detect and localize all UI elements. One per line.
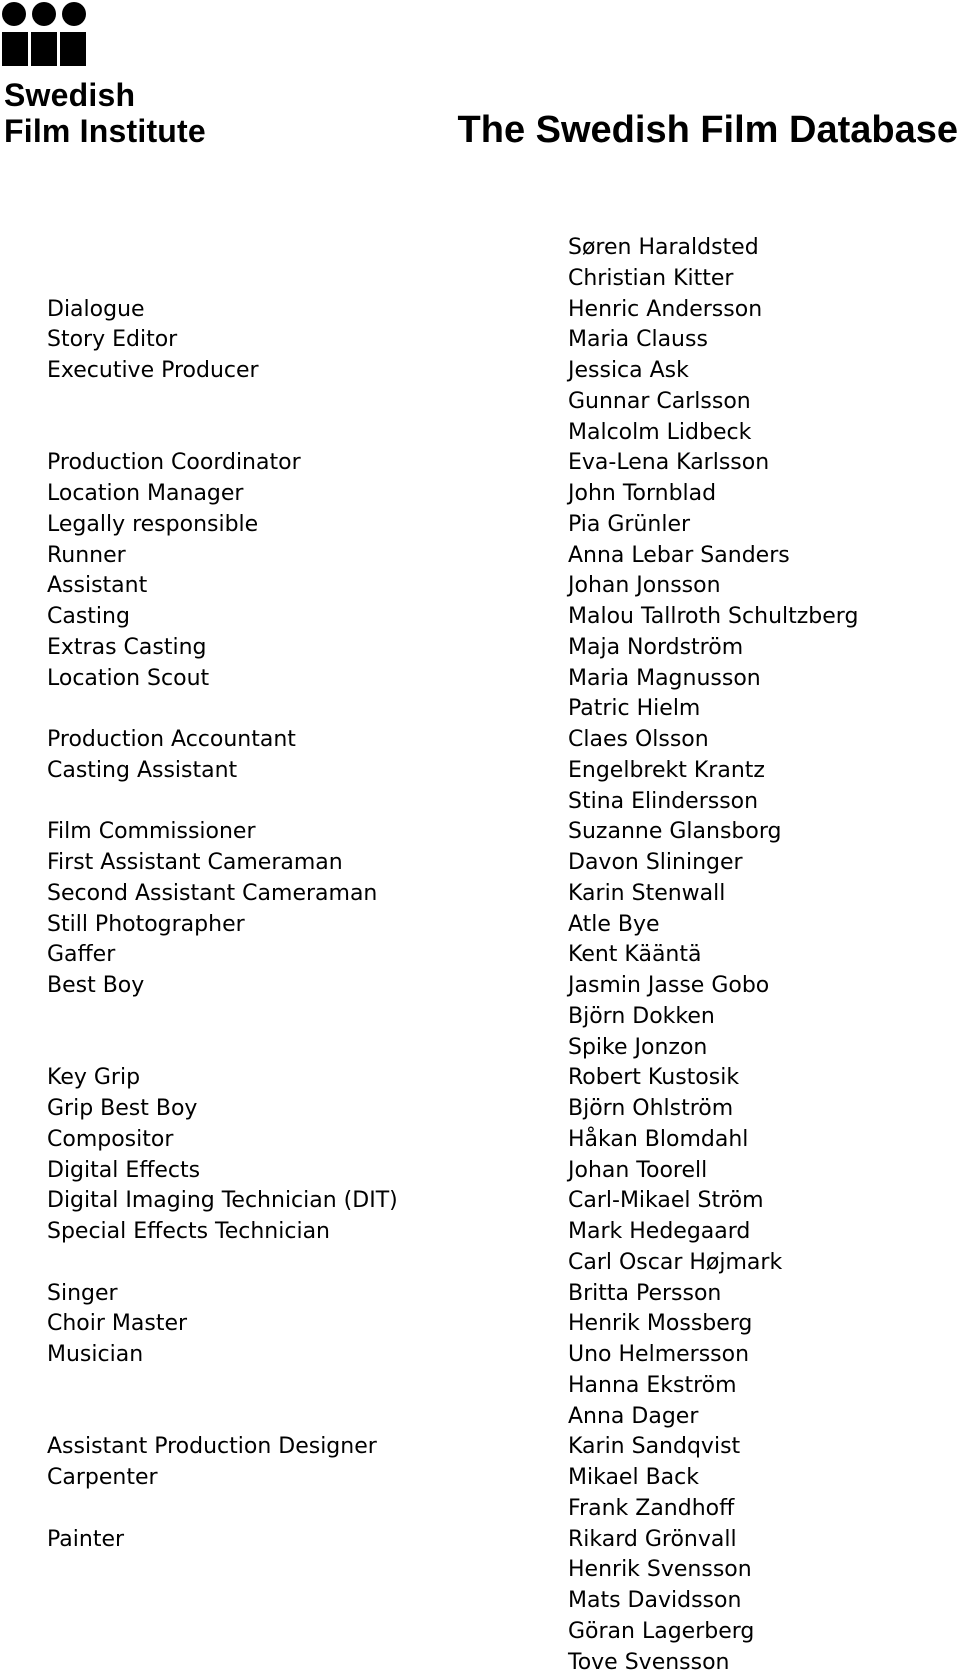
credit-name: Mark Hedegaard bbox=[568, 1217, 750, 1248]
credit-name: Christian Kitter bbox=[568, 264, 733, 295]
credit-row bbox=[0, 1125, 960, 1156]
credit-name: Suzanne Glansborg bbox=[568, 817, 781, 848]
credit-name: Pia Grünler bbox=[568, 510, 690, 541]
credit-role: Compositor bbox=[47, 1125, 173, 1156]
credit-row bbox=[0, 387, 960, 418]
credit-role: Casting bbox=[47, 602, 130, 633]
logo-dot bbox=[2, 2, 26, 26]
credit-name: Frank Zandhoff bbox=[568, 1494, 734, 1525]
credit-row bbox=[0, 571, 960, 602]
credit-name: Göran Lagerberg bbox=[568, 1617, 754, 1648]
credit-row bbox=[0, 541, 960, 572]
credit-name: Stina Elindersson bbox=[568, 787, 758, 818]
credit-row bbox=[0, 664, 960, 695]
credit-row bbox=[0, 1525, 960, 1556]
credit-row bbox=[0, 479, 960, 510]
credit-row bbox=[0, 510, 960, 541]
credit-row bbox=[0, 1432, 960, 1463]
credit-role: Best Boy bbox=[47, 971, 144, 1002]
credit-name: Anna Dager bbox=[568, 1402, 698, 1433]
credit-name: Björn Ohlström bbox=[568, 1094, 733, 1125]
credit-row bbox=[0, 356, 960, 387]
credit-role: Assistant bbox=[47, 571, 147, 602]
credit-row bbox=[0, 295, 960, 326]
credit-row bbox=[0, 1063, 960, 1094]
credit-row bbox=[0, 1340, 960, 1371]
logo-wordmark-line-1: Swedish bbox=[4, 77, 135, 113]
credit-role: Assistant Production Designer bbox=[47, 1432, 377, 1463]
credit-name: Uno Helmersson bbox=[568, 1340, 749, 1371]
credit-row bbox=[0, 879, 960, 910]
credit-name: Mikael Back bbox=[568, 1463, 699, 1494]
credit-row bbox=[0, 817, 960, 848]
credit-row bbox=[0, 1617, 960, 1648]
credit-role: Painter bbox=[47, 1525, 124, 1556]
logo-dot bbox=[32, 2, 56, 26]
credit-role: Key Grip bbox=[47, 1063, 140, 1094]
credit-name: Karin Sandqvist bbox=[568, 1432, 740, 1463]
credit-row bbox=[0, 325, 960, 356]
credit-row bbox=[0, 971, 960, 1002]
logo-square bbox=[31, 32, 57, 66]
credit-name: Engelbrekt Krantz bbox=[568, 756, 765, 787]
credit-row bbox=[0, 848, 960, 879]
credit-name: Maria Magnusson bbox=[568, 664, 761, 695]
credit-name: Søren Haraldsted bbox=[568, 233, 759, 264]
credit-name: Robert Kustosik bbox=[568, 1063, 739, 1094]
credit-name: Mats Davidsson bbox=[568, 1586, 741, 1617]
credit-name: Henrik Svensson bbox=[568, 1555, 752, 1586]
credit-name: Malcolm Lidbeck bbox=[568, 418, 751, 449]
credit-role: Special Effects Technician bbox=[47, 1217, 330, 1248]
credit-name: Johan Toorell bbox=[568, 1156, 707, 1187]
credit-role: Location Scout bbox=[47, 664, 209, 695]
credit-name: Patric Hielm bbox=[568, 694, 700, 725]
credit-row bbox=[0, 418, 960, 449]
credit-name: Claes Olsson bbox=[568, 725, 709, 756]
credit-name: Rikard Grönvall bbox=[568, 1525, 737, 1556]
credit-name: Spike Jonzon bbox=[568, 1033, 707, 1064]
credit-name: Tove Svensson bbox=[568, 1648, 730, 1678]
credit-row bbox=[0, 1186, 960, 1217]
credit-row bbox=[0, 694, 960, 725]
credit-row bbox=[0, 1094, 960, 1125]
credit-row bbox=[0, 910, 960, 941]
credit-role: Gaffer bbox=[47, 940, 115, 971]
credit-row bbox=[0, 787, 960, 818]
logo-dot bbox=[62, 2, 86, 26]
credit-name: Malou Tallroth Schultzberg bbox=[568, 602, 858, 633]
credit-name: Håkan Blomdahl bbox=[568, 1125, 748, 1156]
credit-row bbox=[0, 1494, 960, 1525]
credit-row bbox=[0, 1586, 960, 1617]
credit-role: Legally responsible bbox=[47, 510, 258, 541]
credit-name: Jasmin Jasse Gobo bbox=[568, 971, 769, 1002]
credit-name: Henric Andersson bbox=[568, 295, 762, 326]
credit-row bbox=[0, 1402, 960, 1433]
credit-name: Maria Clauss bbox=[568, 325, 708, 356]
credit-row bbox=[0, 448, 960, 479]
credit-name: Carl Oscar Højmark bbox=[568, 1248, 782, 1279]
credit-row bbox=[0, 1279, 960, 1310]
credit-role: Second Assistant Cameraman bbox=[47, 879, 377, 910]
credit-role: Production Coordinator bbox=[47, 448, 301, 479]
credit-role: Casting Assistant bbox=[47, 756, 237, 787]
credit-role: Digital Imaging Technician (DIT) bbox=[47, 1186, 398, 1217]
logo-square bbox=[2, 32, 28, 66]
credit-name: Carl-Mikael Ström bbox=[568, 1186, 764, 1217]
credit-role: Production Accountant bbox=[47, 725, 296, 756]
credit-name: Maja Nordström bbox=[568, 633, 743, 664]
credit-row bbox=[0, 1217, 960, 1248]
credit-row bbox=[0, 1002, 960, 1033]
credit-row bbox=[0, 1648, 960, 1678]
credit-role: Choir Master bbox=[47, 1309, 187, 1340]
credit-row bbox=[0, 756, 960, 787]
credit-role: Film Commissioner bbox=[47, 817, 256, 848]
credit-name: Davon Slininger bbox=[568, 848, 743, 879]
credit-role: First Assistant Cameraman bbox=[47, 848, 343, 879]
credit-row bbox=[0, 1371, 960, 1402]
credit-name: Johan Jonsson bbox=[568, 571, 721, 602]
credit-name: Hanna Ekström bbox=[568, 1371, 737, 1402]
credit-name: Karin Stenwall bbox=[568, 879, 725, 910]
credit-role: Musician bbox=[47, 1340, 143, 1371]
credit-role: Runner bbox=[47, 541, 126, 572]
credit-name: Britta Persson bbox=[568, 1279, 721, 1310]
credit-role: Story Editor bbox=[47, 325, 177, 356]
credit-row bbox=[0, 264, 960, 295]
credit-row bbox=[0, 233, 960, 264]
credit-row bbox=[0, 1156, 960, 1187]
credit-role: Still Photographer bbox=[47, 910, 245, 941]
credit-role: Executive Producer bbox=[47, 356, 259, 387]
sfi-logo bbox=[2, 2, 242, 152]
credit-role: Carpenter bbox=[47, 1463, 158, 1494]
credit-role: Dialogue bbox=[47, 295, 145, 326]
credit-name: Jessica Ask bbox=[568, 356, 689, 387]
credit-name: Atle Bye bbox=[568, 910, 660, 941]
credit-row bbox=[0, 633, 960, 664]
credit-row bbox=[0, 602, 960, 633]
logo-square bbox=[60, 32, 86, 66]
credit-role: Singer bbox=[47, 1279, 118, 1310]
credit-name: Eva-Lena Karlsson bbox=[568, 448, 769, 479]
credits-list bbox=[0, 233, 960, 1678]
credit-row bbox=[0, 1555, 960, 1586]
credit-name: Kent Kääntä bbox=[568, 940, 701, 971]
credit-role: Digital Effects bbox=[47, 1156, 200, 1187]
credit-row bbox=[0, 725, 960, 756]
credit-name: Anna Lebar Sanders bbox=[568, 541, 790, 572]
credit-name: John Tornblad bbox=[568, 479, 716, 510]
credit-row bbox=[0, 1248, 960, 1279]
credit-role: Extras Casting bbox=[47, 633, 206, 664]
credit-name: Gunnar Carlsson bbox=[568, 387, 751, 418]
credit-row bbox=[0, 1309, 960, 1340]
credit-row bbox=[0, 940, 960, 971]
credit-row bbox=[0, 1463, 960, 1494]
logo-wordmark-line-2: Film Institute bbox=[4, 113, 206, 149]
page-title: The Swedish Film Database bbox=[458, 107, 958, 153]
credit-role: Location Manager bbox=[47, 479, 243, 510]
credit-name: Henrik Mossberg bbox=[568, 1309, 752, 1340]
credit-row bbox=[0, 1033, 960, 1064]
credit-role: Grip Best Boy bbox=[47, 1094, 197, 1125]
credit-name: Björn Dokken bbox=[568, 1002, 715, 1033]
